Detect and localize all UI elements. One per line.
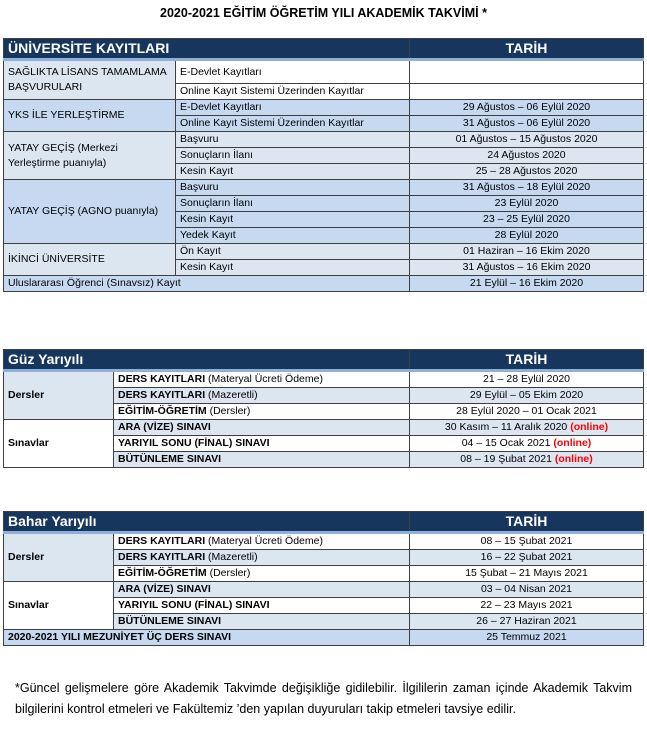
date-header: TARİH — [410, 512, 644, 533]
page-title: 2020-2021 EĞİTİM ÖĞRETİM YILI AKADEMİK TAKVİMİ * — [160, 6, 487, 20]
section-header: Güz Yarıyılı — [4, 350, 410, 371]
item-cell: E-Devlet Kayıtları — [176, 100, 410, 116]
item-cell: Kesin Kayıt — [176, 212, 410, 228]
group-label: YATAY GEÇİŞ (AGNO puanıyla) — [4, 180, 176, 244]
item-cell: Başvuru — [176, 180, 410, 196]
online-badge: (online) — [554, 453, 593, 465]
date-cell: 21 Eylül – 16 Ekim 2020 — [410, 276, 644, 292]
date-cell: 28 Eylül 2020 — [410, 228, 644, 244]
item-rest: (Mazeretli) — [205, 551, 258, 563]
table-row — [4, 100, 644, 116]
item-cell — [114, 371, 410, 388]
table-row — [4, 533, 644, 550]
item-cell — [114, 550, 410, 566]
item-cell: BÜTÜNLEME SINAVI — [114, 614, 410, 630]
item-rest: (Dersler) — [206, 405, 251, 417]
table-row — [4, 132, 644, 148]
date-cell — [410, 84, 644, 100]
date-cell: 22 – 23 Mayıs 2021 — [410, 598, 644, 614]
date-cell: 01 Ağustos – 15 Ağustos 2020 — [410, 132, 644, 148]
item-cell: Online Kayıt Sistemi Üzerinden Kayıtlar — [176, 84, 410, 100]
table-header-row — [4, 512, 644, 533]
item-cell — [114, 566, 410, 582]
date-cell — [410, 420, 644, 436]
table-row — [4, 582, 644, 598]
date-cell: 03 – 04 Nisan 2021 — [410, 582, 644, 598]
online-badge: (online) — [570, 421, 609, 433]
date-cell: 01 Haziran – 16 Ekim 2020 — [410, 244, 644, 260]
item-bold: DERS KAYITLARI — [118, 535, 206, 547]
group-label: YKS İLE YERLEŞTİRME — [4, 100, 176, 132]
group-label: İKİNCİ ÜNİVERSİTE — [4, 244, 176, 276]
item-cell: Başvuru — [176, 132, 410, 148]
date-text: 08 – 19 Şubat 2021 — [460, 453, 552, 465]
section-header: ÜNİVERSİTE KAYITLARI — [4, 39, 410, 60]
date-text: 04 – 15 Ocak 2021 — [461, 437, 551, 449]
table-row — [4, 244, 644, 260]
date-cell — [410, 452, 644, 468]
item-cell: ARA (VİZE) SINAVI — [114, 420, 410, 436]
date-cell: 16 – 22 Şubat 2021 — [410, 550, 644, 566]
item-cell: Ön Kayıt — [176, 244, 410, 260]
item-cell — [114, 533, 410, 550]
date-header: TARİH — [410, 350, 644, 371]
item-bold: EĞİTİM-ÖĞRETİM — [118, 567, 207, 579]
section-header: Bahar Yarıyılı — [4, 512, 410, 533]
item-cell: Uluslararası Öğrenci (Sınavsız) Kayıt — [4, 276, 410, 292]
item-cell — [114, 388, 410, 404]
group-label: Dersler — [4, 371, 114, 420]
date-cell: 23 – 25 Eylül 2020 — [410, 212, 644, 228]
group-label: Sınavlar — [4, 420, 114, 468]
item-cell — [114, 404, 410, 420]
item-cell: Sonuçların İlanı — [176, 148, 410, 164]
table-row — [4, 371, 644, 388]
group-label: Sınavlar — [4, 582, 114, 630]
table-row — [4, 630, 644, 646]
table-header-row — [4, 39, 644, 60]
date-cell: 08 – 15 Şubat 2021 — [410, 533, 644, 550]
table-row — [4, 420, 644, 436]
item-cell: YARIYIL SONU (FİNAL) SINAVI — [114, 598, 410, 614]
item-rest: (Dersler) — [206, 567, 251, 579]
item-rest: (Materyal Ücreti Ödeme) — [205, 373, 323, 385]
date-cell: 31 Ağustos – 06 Eylül 2020 — [410, 116, 644, 132]
item-cell: E-Devlet Kayıtları — [176, 60, 410, 84]
item-cell: Kesin Kayıt — [176, 164, 410, 180]
date-header: TARİH — [410, 39, 644, 60]
date-cell: 26 – 27 Haziran 2021 — [410, 614, 644, 630]
date-cell: 31 Ağustos – 16 Ekim 2020 — [410, 260, 644, 276]
item-cell: YARIYIL SONU (FİNAL) SINAVI — [114, 436, 410, 452]
footnote: *Güncel gelişmelere göre Akademik Takvimde değişikliğe gidilebilir. İlgililerin zaman içinde Akademik Takvim bilgilerini kontrol etmeleri ve Fakültemiz ’den yapılan duyuruları takip etmeleri tavsiye edilir. — [15, 681, 632, 716]
item-bold: DERS KAYITLARI — [118, 389, 206, 401]
table-row — [4, 276, 644, 292]
date-cell: 25 – 28 Ağustos 2020 — [410, 164, 644, 180]
date-cell: 29 Eylül – 05 Ekim 2020 — [410, 388, 644, 404]
date-cell: 28 Eylül 2020 – 01 Ocak 2021 — [410, 404, 644, 420]
item-bold: DERS KAYITLARI — [118, 551, 206, 563]
table-row — [4, 60, 644, 84]
guz-yariyili-table — [3, 349, 644, 468]
mezuniyet-label: 2020-2021 YILI MEZUNİYET ÜÇ DERS SINAVI — [4, 630, 410, 646]
date-cell: 29 Ağustos – 06 Eylül 2020 — [410, 100, 644, 116]
item-rest: (Materyal Ücreti Ödeme) — [205, 535, 323, 547]
date-cell: 23 Eylül 2020 — [410, 196, 644, 212]
item-cell: Yedek Kayıt — [176, 228, 410, 244]
date-cell: 31 Ağustos – 18 Eylül 2020 — [410, 180, 644, 196]
item-cell: Online Kayıt Sistemi Üzerinden Kayıtlar — [176, 116, 410, 132]
item-cell: ARA (VİZE) SINAVI — [114, 582, 410, 598]
date-cell: 15 Şubat – 21 Mayıs 2021 — [410, 566, 644, 582]
item-rest: (Mazeretli) — [205, 389, 258, 401]
item-cell: Kesin Kayıt — [176, 260, 410, 276]
date-text: 30 Kasım – 11 Aralık 2020 — [444, 421, 568, 433]
date-cell — [410, 436, 644, 452]
date-cell: 24 Ağustos 2020 — [410, 148, 644, 164]
group-label: YATAY GEÇİŞ (Merkezi Yerleştirme puanıyla) — [4, 132, 176, 180]
bahar-yariyili-table — [3, 511, 644, 646]
item-cell: Sonuçların İlanı — [176, 196, 410, 212]
item-bold: EĞİTİM-ÖĞRETİM — [118, 405, 207, 417]
date-cell: 21 – 28 Eylül 2020 — [410, 371, 644, 388]
item-bold: DERS KAYITLARI — [118, 373, 206, 385]
date-cell — [410, 60, 644, 84]
table-row — [4, 180, 644, 196]
table-header-row — [4, 350, 644, 371]
group-label: SAĞLIKTA LİSANS TAMAMLAMA BAŞVURULARI — [4, 60, 176, 100]
online-badge: (online) — [553, 437, 592, 449]
group-label: Dersler — [4, 533, 114, 582]
date-cell: 25 Temmuz 2021 — [410, 630, 644, 646]
universite-kayitlari-table — [3, 38, 644, 292]
item-cell: BÜTÜNLEME SINAVI — [114, 452, 410, 468]
